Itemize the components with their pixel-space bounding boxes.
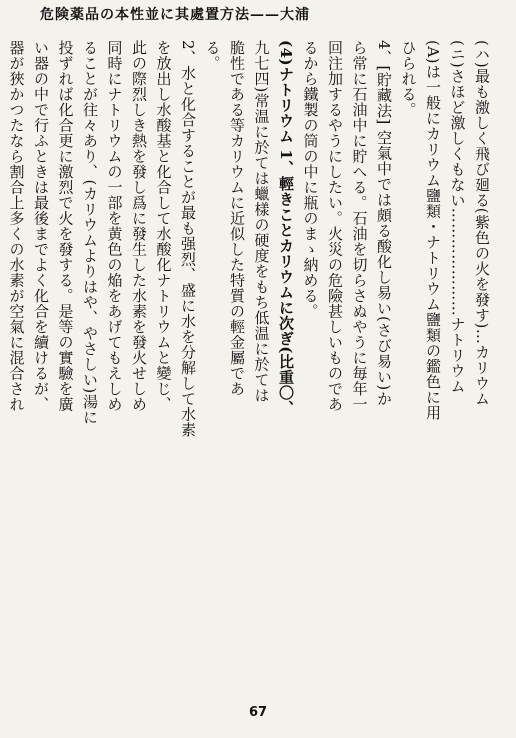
text-line: ることが往々あり、(カリウムよりはや、やさしい)湯に: [81, 40, 99, 425]
body-text: [7, 40, 494, 680]
text-line: ひられる。: [399, 40, 418, 118]
text-line: ら常に石油中に貯へる。石油を切らさぬやうに毎年一: [350, 40, 369, 412]
text-line: 九七四)常温に於ては蠟樣の硬度をもち低温に於ては: [252, 40, 271, 403]
text-line: るから鐵製の筒の中に瓶のまゝ納める。: [301, 40, 320, 319]
running-header-title: 危険薬品の本性並に其處置方法——大浦: [40, 7, 310, 23]
text-line: 器が狹かつたなら割合上多くの水素が空氣に混合され: [7, 40, 26, 412]
page-number: 67: [248, 705, 268, 720]
text-line: る。: [203, 40, 222, 71]
text-line: 此の際烈しき熱を發し爲に發生した水素を發火せしめ: [130, 40, 148, 412]
text-line: 4、[貯藏法] 空氣中では頗る酸化し易い(さび易い)か: [375, 40, 393, 407]
text-line: (A)は一般にカリウム鹽類・ナトリウム鹽類の鑑色に用: [424, 40, 442, 421]
text-line: 脆性である等カリウムに近似した特質の輕金屬であ: [228, 40, 246, 397]
text-line: 回注加するやうにしたい。火災の危險甚しいものであ: [326, 40, 344, 412]
section-heading-line: (4)ナトリウム 1、輕きことカリウムに次ぎ(比重〇、: [277, 40, 295, 416]
text-line: (ニ)さほど激しくもない…………………ナトリウム: [448, 40, 467, 394]
text-line: を放出し水酸基と化合して水酸化ナトリウムと變じ、: [154, 40, 173, 412]
text-line: 2、水と化合することが最も强烈、盛に水を分解して水素: [179, 40, 197, 438]
text-line: 投ずれば化合更に激烈で火を發する。是等の實驗を廣: [56, 40, 75, 412]
text-line: い器の中で行ふときは最後までよく化合を續けるが、: [32, 40, 50, 412]
text-line: 同時にナトリウムの一部を黄色の焔をあげてもえしめ: [105, 40, 124, 412]
running-header: [40, 4, 492, 24]
text-line: (ハ)最も激しく飛び廻る(紫色の火を發す)…カリウム: [473, 40, 491, 407]
